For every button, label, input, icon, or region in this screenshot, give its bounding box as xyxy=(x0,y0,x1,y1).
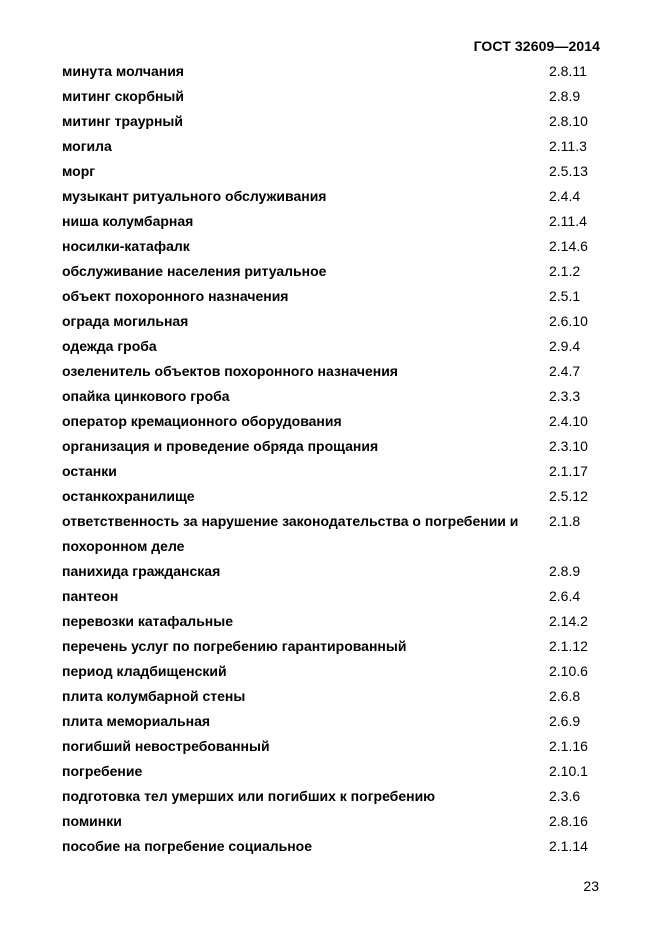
term-index-list xyxy=(62,59,602,859)
index-term: пособие на погребение социальное xyxy=(62,838,313,854)
index-reference: 2.5.1 xyxy=(549,288,581,304)
index-entry xyxy=(62,584,602,609)
index-entry xyxy=(62,834,602,859)
index-reference: 2.3.3 xyxy=(549,388,581,404)
index-entry xyxy=(62,309,602,334)
index-entry xyxy=(62,59,602,84)
index-reference: 2.1.2 xyxy=(549,263,581,279)
document-header: ГОСТ 32609—2014 xyxy=(473,38,600,54)
index-term: перечень услуг по погребению гарантированный xyxy=(62,638,407,654)
index-entry xyxy=(62,384,602,409)
index-entry xyxy=(62,209,602,234)
index-term: морг xyxy=(62,163,96,179)
index-reference: 2.6.8 xyxy=(549,688,581,704)
index-term: пантеон xyxy=(62,588,119,604)
index-entry xyxy=(62,134,602,159)
index-term: митинг траурный xyxy=(62,113,183,129)
index-term: погребение xyxy=(62,763,143,779)
index-entry xyxy=(62,809,602,834)
index-term: ограда могильная xyxy=(62,313,189,329)
index-entry xyxy=(62,109,602,134)
index-entry xyxy=(62,234,602,259)
index-term: плита мемориальная xyxy=(62,713,211,729)
index-term: объект похоронного назначения xyxy=(62,288,289,304)
index-reference: 2.4.4 xyxy=(549,188,581,204)
index-entry xyxy=(62,434,602,459)
index-reference: 2.1.17 xyxy=(549,463,588,479)
index-reference: 2.8.16 xyxy=(549,813,588,829)
index-term: плита колумбарной стены xyxy=(62,688,246,704)
index-entry xyxy=(62,559,602,584)
page-number: 23 xyxy=(583,878,599,894)
index-term: минута молчания xyxy=(62,63,184,79)
index-reference: 2.11.4 xyxy=(549,213,587,229)
index-reference: 2.8.9 xyxy=(549,563,581,579)
index-term: перевозки катафальные xyxy=(62,613,234,629)
index-entry xyxy=(62,159,602,184)
index-term: ниша колумбарная xyxy=(62,213,194,229)
index-reference: 2.4.7 xyxy=(549,363,581,379)
index-reference: 2.3.10 xyxy=(549,438,588,454)
index-entry xyxy=(62,284,602,309)
index-term: ответственность за нарушение законодательства о погребении и xyxy=(62,513,519,529)
index-entry xyxy=(62,734,602,759)
index-term: музыкант ритуального обслуживания xyxy=(62,188,327,204)
index-reference: 2.9.4 xyxy=(549,338,581,354)
index-reference: 2.6.10 xyxy=(549,313,588,329)
index-entry xyxy=(62,259,602,284)
index-entry xyxy=(62,684,602,709)
index-entry xyxy=(62,334,602,359)
index-term: одежда гроба xyxy=(62,338,157,354)
index-reference: 2.5.12 xyxy=(549,488,588,504)
index-entry xyxy=(62,409,602,434)
index-entry xyxy=(62,184,602,209)
index-term: обслуживание населения ритуальное xyxy=(62,263,327,279)
index-reference: 2.5.13 xyxy=(549,163,588,179)
index-entry-continuation xyxy=(62,534,602,559)
index-entry xyxy=(62,784,602,809)
index-term: оператор кремационного оборудования xyxy=(62,413,342,429)
index-reference: 2.8.9 xyxy=(549,88,581,104)
index-entry xyxy=(62,84,602,109)
index-reference: 2.10.1 xyxy=(549,763,588,779)
index-entry xyxy=(62,459,602,484)
index-entry xyxy=(62,609,602,634)
index-term: останкохранилище xyxy=(62,488,195,504)
index-term: панихида гражданская xyxy=(62,563,221,579)
index-reference: 2.1.16 xyxy=(549,738,588,754)
index-term: могила xyxy=(62,138,112,154)
index-term: опайка цинкового гроба xyxy=(62,388,230,404)
index-term-continuation: похоронном деле xyxy=(62,538,185,554)
index-term: организация и проведение обряда прощания xyxy=(62,438,379,454)
index-entry xyxy=(62,759,602,784)
index-term: погибший невостребованный xyxy=(62,738,270,754)
index-entry xyxy=(62,709,602,734)
index-reference: 2.6.9 xyxy=(549,713,581,729)
index-reference: 2.14.6 xyxy=(549,238,588,254)
index-reference: 2.1.14 xyxy=(549,838,588,854)
index-reference: 2.8.10 xyxy=(549,113,588,129)
index-term: останки xyxy=(62,463,117,479)
index-reference: 2.10.6 xyxy=(549,663,588,679)
index-reference: 2.1.8 xyxy=(549,513,581,529)
index-reference: 2.1.12 xyxy=(549,638,588,654)
index-reference: 2.8.11 xyxy=(549,63,587,79)
index-entry xyxy=(62,659,602,684)
index-term: период кладбищенский xyxy=(62,663,227,679)
index-reference: 2.14.2 xyxy=(549,613,588,629)
index-reference: 2.6.4 xyxy=(549,588,581,604)
index-entry xyxy=(62,359,602,384)
index-reference: 2.11.3 xyxy=(549,138,587,154)
index-reference: 2.3.6 xyxy=(549,788,581,804)
index-term: митинг скорбный xyxy=(62,88,184,104)
index-term: озеленитель объектов похоронного назначения xyxy=(62,363,398,379)
index-term: носилки-катафалк xyxy=(62,238,190,254)
index-term: поминки xyxy=(62,813,122,829)
index-term: подготовка тел умерших или погибших к погребению xyxy=(62,788,436,804)
index-entry xyxy=(62,484,602,509)
index-entry xyxy=(62,509,602,534)
index-reference: 2.4.10 xyxy=(549,413,588,429)
index-entry xyxy=(62,634,602,659)
